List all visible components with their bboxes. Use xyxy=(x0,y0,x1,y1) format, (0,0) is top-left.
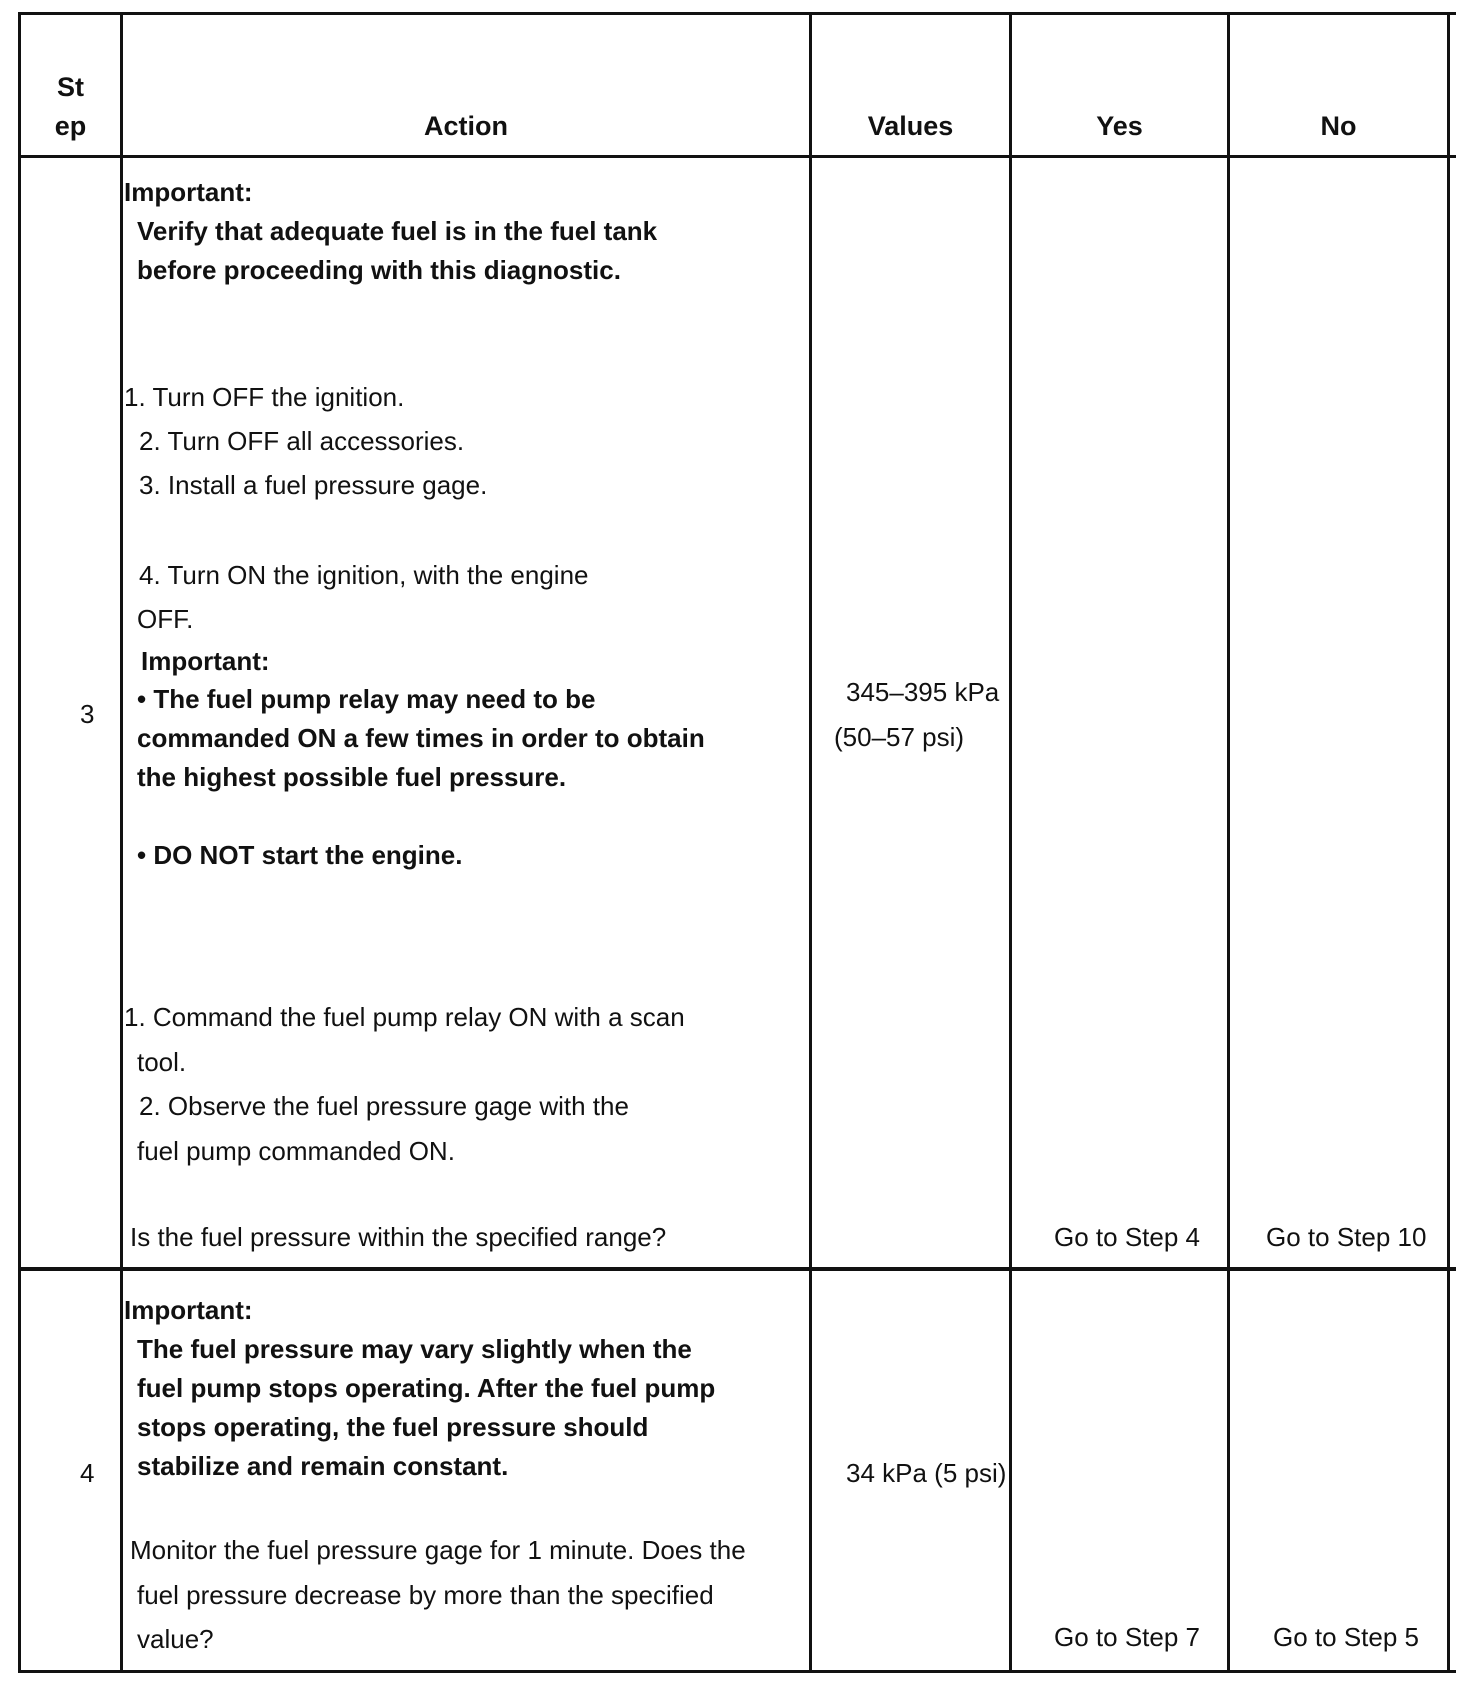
list-item: 4. Turn ON the ignition, with the engine xyxy=(139,560,589,590)
question: value? xyxy=(137,1624,214,1654)
important-text: stops operating, the fuel pressure should xyxy=(137,1412,649,1442)
step-number: 4 xyxy=(80,1458,95,1488)
important-label: Important: xyxy=(124,1295,253,1325)
table-border-right xyxy=(1447,12,1450,1673)
header-yes: Yes xyxy=(1096,111,1143,141)
header-divider xyxy=(18,155,1456,158)
values-text: (50–57 psi) xyxy=(834,722,965,752)
values-text: 34 kPa (5 psi) xyxy=(846,1458,1007,1488)
column-divider-step xyxy=(120,12,123,1673)
important-text: stabilize and remain constant. xyxy=(137,1451,509,1481)
question: fuel pressure decrease by more than the specified xyxy=(137,1580,714,1610)
important-label: Important: xyxy=(141,646,270,676)
list-item: OFF. xyxy=(137,604,194,634)
header-no: No xyxy=(1320,111,1357,141)
list-item: 2. Turn OFF all accessories. xyxy=(139,426,465,456)
column-divider-action xyxy=(809,12,812,1673)
important-text: The fuel pressure may vary slightly when the xyxy=(137,1334,692,1364)
important-label: Important: xyxy=(124,177,253,207)
question: Is the fuel pressure within the specified range? xyxy=(130,1222,667,1252)
yes-action: Go to Step 7 xyxy=(1054,1622,1200,1652)
bullet-item: commanded ON a few times in order to obtain xyxy=(137,723,705,753)
list-item: 2. Observe the fuel pressure gage with the xyxy=(139,1091,629,1121)
table-border-bottom xyxy=(18,1670,1456,1673)
table-border-top xyxy=(18,12,1456,15)
no-action: Go to Step 10 xyxy=(1266,1222,1427,1252)
list-item: tool. xyxy=(137,1047,187,1077)
step-number: 3 xyxy=(80,699,95,729)
list-item: fuel pump commanded ON. xyxy=(137,1136,455,1166)
question: Monitor the fuel pressure gage for 1 minute. Does the xyxy=(130,1535,746,1565)
header-step-line1: St xyxy=(57,72,84,102)
header-action: Action xyxy=(424,111,508,141)
bullet-item: • The fuel pump relay may need to be xyxy=(137,684,596,714)
list-item: 3. Install a fuel pressure gage. xyxy=(139,470,488,500)
bullet-item: • DO NOT start the engine. xyxy=(137,840,463,870)
header-step-line2: ep xyxy=(54,111,87,141)
yes-action: Go to Step 4 xyxy=(1054,1222,1200,1252)
list-item: 1. Turn OFF the ignition. xyxy=(124,382,405,412)
no-action: Go to Step 5 xyxy=(1273,1622,1419,1652)
column-divider-values xyxy=(1009,12,1012,1673)
table-border-left xyxy=(18,12,21,1673)
bullet-item: the highest possible fuel pressure. xyxy=(137,762,567,792)
values-text: 345–395 kPa xyxy=(846,677,1000,707)
important-text: Verify that adequate fuel is in the fuel tank xyxy=(137,216,658,246)
list-item: 1. Command the fuel pump relay ON with a scan xyxy=(124,1002,685,1032)
row-divider xyxy=(18,1267,1456,1271)
important-text: fuel pump stops operating. After the fuel pump xyxy=(137,1373,716,1403)
header-values: Values xyxy=(867,111,954,141)
column-divider-yes xyxy=(1227,12,1230,1673)
important-text: before proceeding with this diagnostic. xyxy=(137,255,621,285)
